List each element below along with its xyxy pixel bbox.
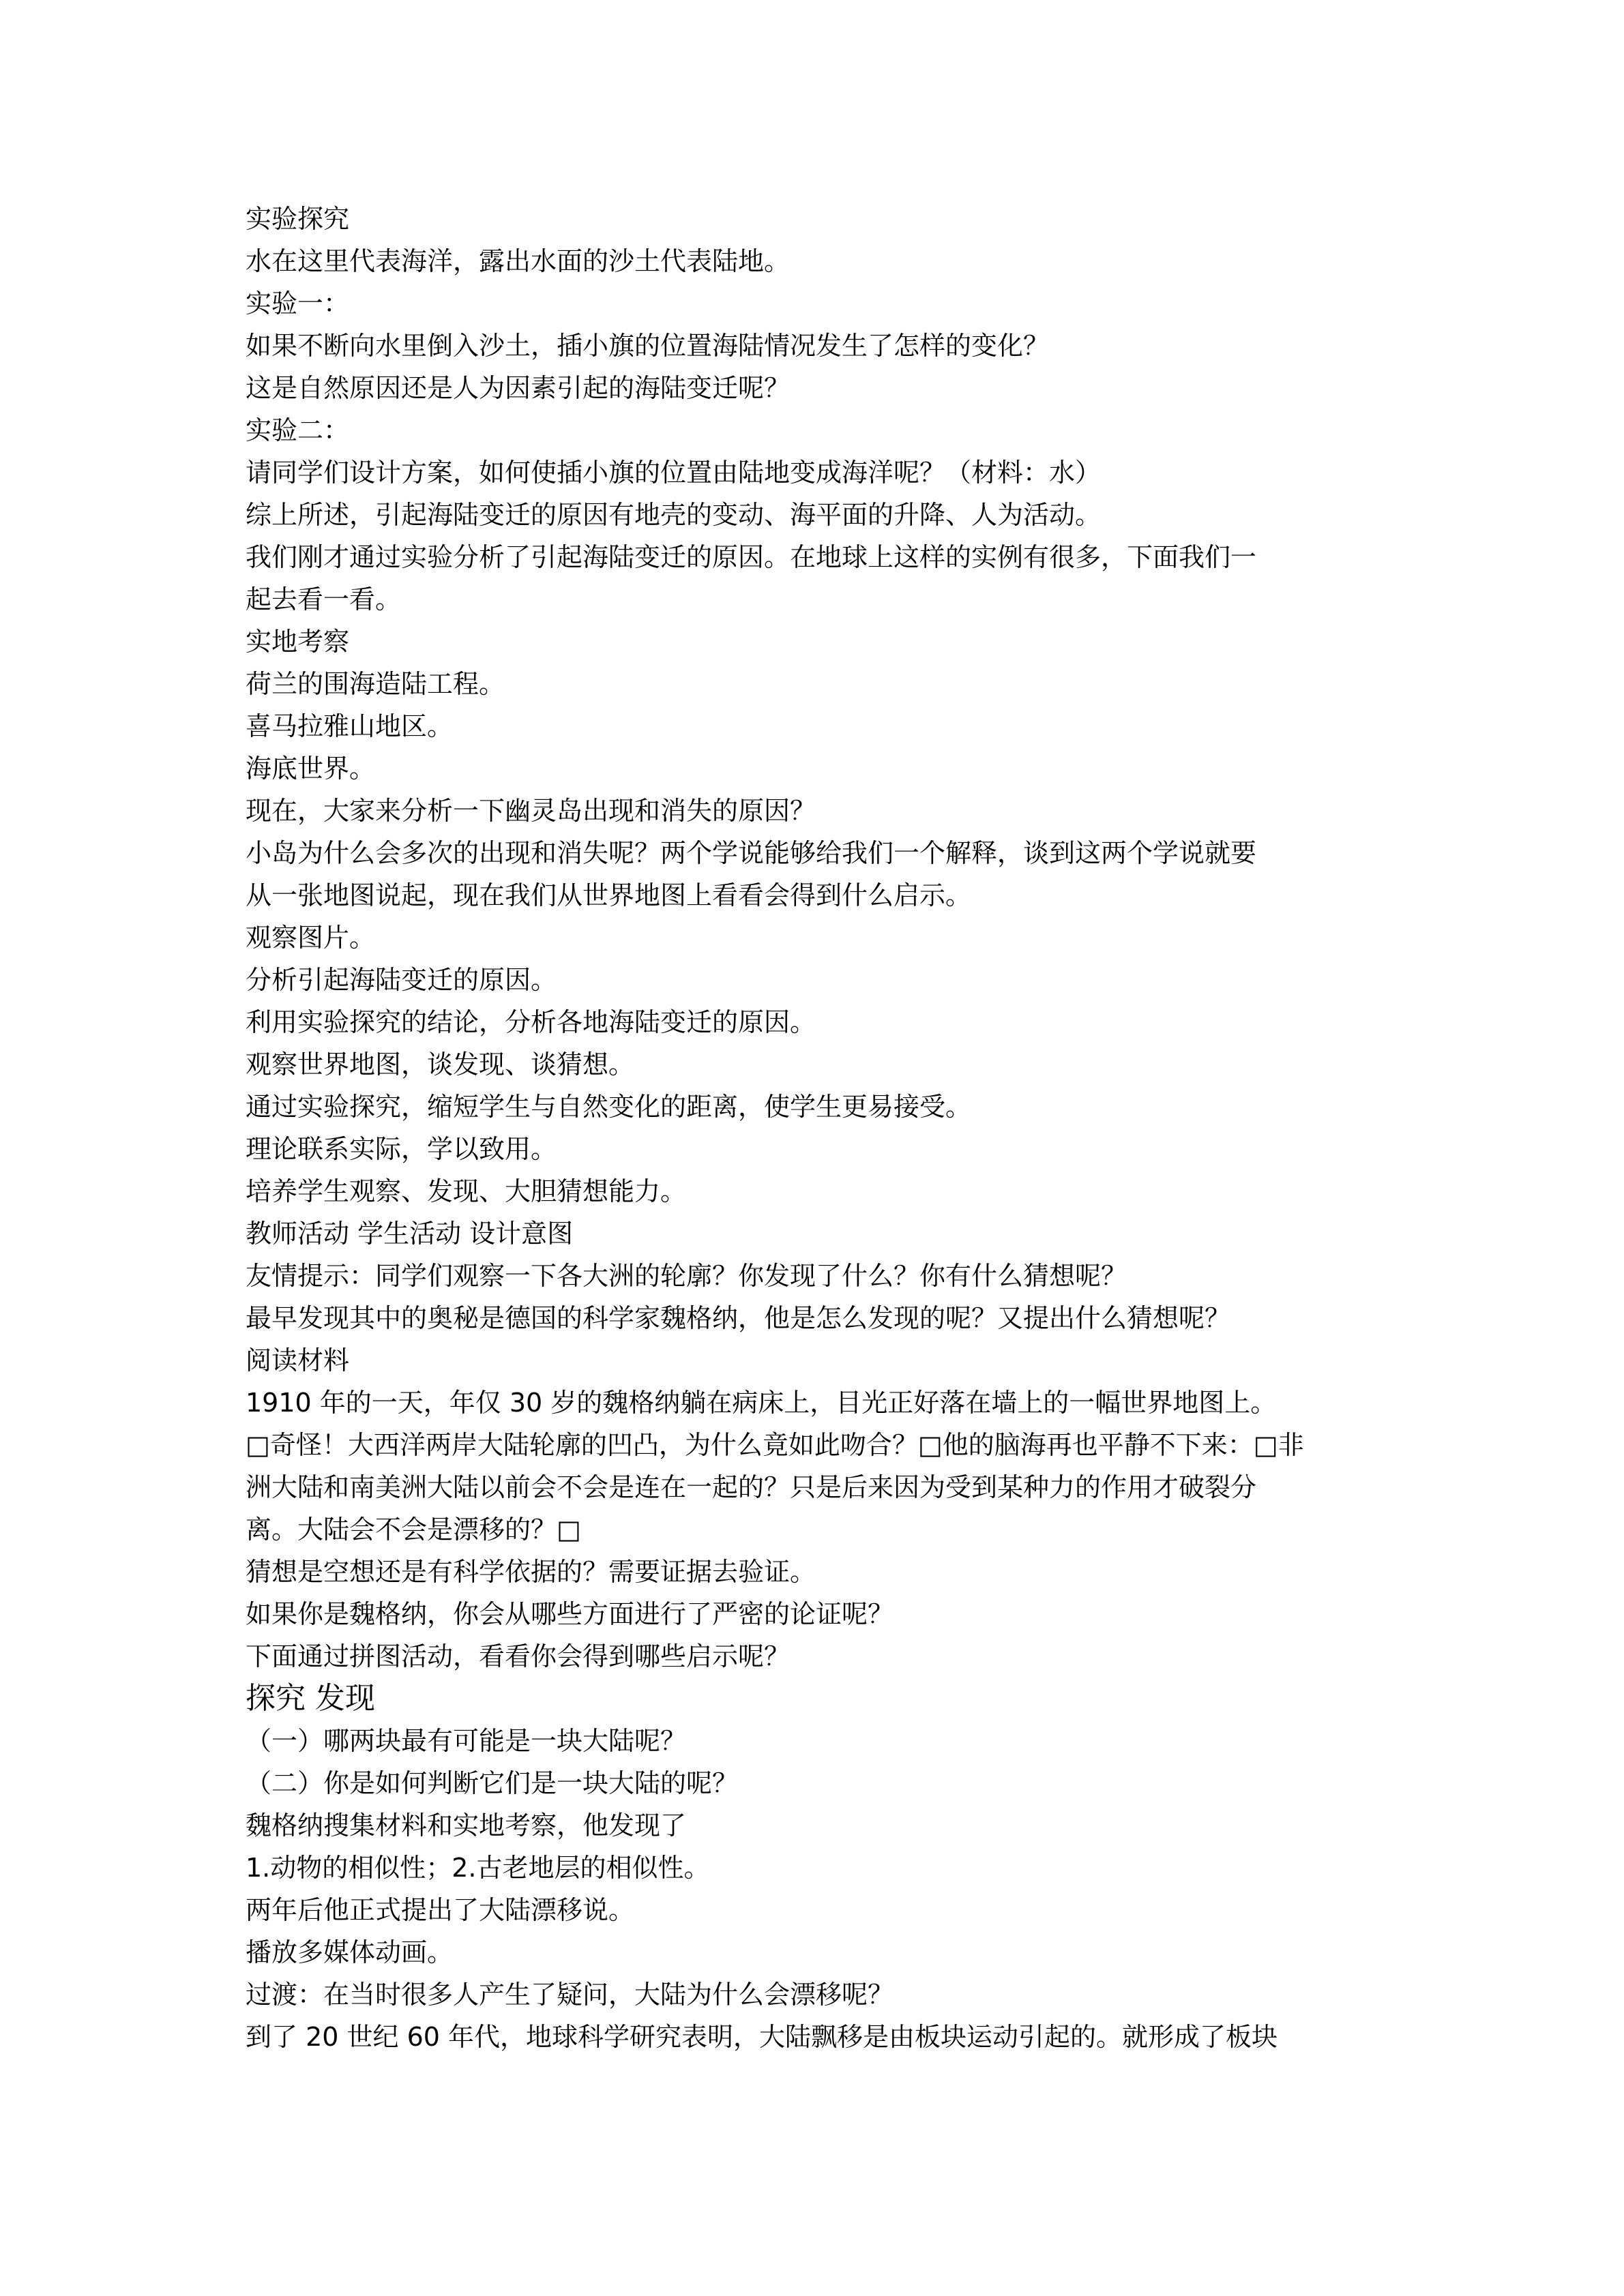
text-line: 阅读材料 xyxy=(246,1345,350,1375)
text-line: 最早发现其中的奥秘是德国的科学家魏格纳，他是怎么发现的呢？又提出什么猜想呢？ xyxy=(246,1303,1231,1333)
text-line: 1910 年的一天，年仅 30 岁的魏格纳躺在病床上，目光正好落在墙上的一幅世界地图上。 xyxy=(246,1388,1277,1418)
text-line: 如果不断向水里倒入沙土，插小旗的位置海陆情况发生了怎样的变化？ xyxy=(246,331,1050,361)
text-line: 起去看一看。 xyxy=(246,584,402,614)
text-line: 1.动物的相似性；2.古老地层的相似性。 xyxy=(246,1853,710,1883)
text-line: 播放多媒体动画。 xyxy=(246,1937,454,1967)
text-line: （二）你是如何判断它们是一块大陆的呢？ xyxy=(246,1768,739,1798)
text-line: 分析引起海陆变迁的原因。 xyxy=(246,965,557,995)
text-line: 魏格纳搜集材料和实地考察，他发现了 xyxy=(246,1810,687,1840)
text-line: 过渡：在当时很多人产生了疑问，大陆为什么会漂移呢？ xyxy=(246,1980,894,2010)
text-line: 观察图片。 xyxy=(246,923,376,953)
text-line: 我们刚才通过实验分析了引起海陆变迁的原因。在地球上这样的实例有很多，下面我们一 xyxy=(246,542,1257,572)
text-line: 实验一： xyxy=(246,288,350,318)
text-line: 实验探究 xyxy=(246,204,350,234)
text-line: 观察世界地图，谈发现、谈猜想。 xyxy=(246,1049,635,1079)
text-line: 喜马拉雅山地区。 xyxy=(246,711,454,741)
text-line: （一）哪两块最有可能是一块大陆呢？ xyxy=(246,1726,687,1756)
text-line: 海底世界。 xyxy=(246,754,376,784)
text-line: 请同学们设计方案，如何使插小旗的位置由陆地变成海洋呢？（材料：水） xyxy=(246,458,1102,488)
text-line: 通过实验探究，缩短学生与自然变化的距离，使学生更易接受。 xyxy=(246,1092,972,1122)
section-heading: 探究 发现 xyxy=(246,1681,375,1716)
text-line: 现在，大家来分析一下幽灵岛出现和消失的原因？ xyxy=(246,796,816,826)
text-line: 实验二： xyxy=(246,415,350,445)
text-line: 从一张地图说起，现在我们从世界地图上看看会得到什么启示。 xyxy=(246,880,972,910)
text-line: 洲大陆和南美洲大陆以前会不会是连在一起的？只是后来因为受到某种力的作用才破裂分 xyxy=(246,1472,1257,1502)
text-line: 猜想是空想还是有科学依据的？需要证据去验证。 xyxy=(246,1557,816,1587)
text-line: 两年后他正式提出了大陆漂移说。 xyxy=(246,1895,635,1925)
text-line: 这是自然原因还是人为因素引起的海陆变迁呢？ xyxy=(246,373,791,403)
document-body xyxy=(246,198,1391,2058)
text-line: 理论联系实际，学以致用。 xyxy=(246,1134,557,1164)
text-line: □奇怪！大西洋两岸大陆轮廓的凹凸，为什么竟如此吻合？□他的脑海再也平静不下来：□非 xyxy=(246,1430,1304,1460)
text-line: 荷兰的围海造陆工程。 xyxy=(246,669,505,699)
text-line: 小岛为什么会多次的出现和消失呢？两个学说能够给我们一个解释，谈到这两个学说就要 xyxy=(246,838,1257,868)
text-line: 教师活动 学生活动 设计意图 xyxy=(246,1219,574,1249)
text-line: 利用实验探究的结论，分析各地海陆变迁的原因。 xyxy=(246,1007,816,1037)
text-line: 友情提示：同学们观察一下各大洲的轮廓？你发现了什么？你有什么猜想呢？ xyxy=(246,1261,1127,1291)
text-line: 实地考察 xyxy=(246,627,350,657)
text-line: 离。大陆会不会是漂移的？□ xyxy=(246,1515,581,1545)
text-line: 培养学生观察、发现、大胆猜想能力。 xyxy=(246,1176,687,1206)
text-line: 到了 20 世纪 60 年代，地球科学研究表明，大陆飘移是由板块运动引起的。就形成了板块 xyxy=(246,2022,1278,2052)
text-line: 水在这里代表海洋，露出水面的沙土代表陆地。 xyxy=(246,246,791,276)
text-line: 综上所述，引起海陆变迁的原因有地壳的变动、海平面的升降、人为活动。 xyxy=(246,500,1102,530)
text-line: 如果你是魏格纳，你会从哪些方面进行了严密的论证呢？ xyxy=(246,1599,894,1629)
text-line: 下面通过拼图活动，看看你会得到哪些启示呢？ xyxy=(246,1641,791,1671)
